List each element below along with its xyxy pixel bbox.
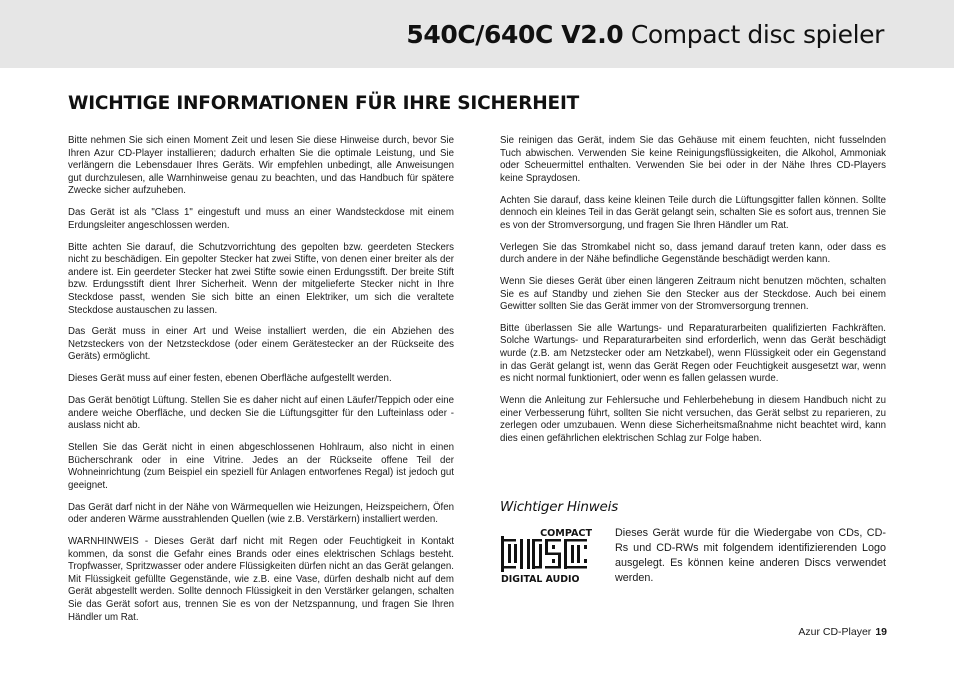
paragraph: Bitte überlassen Sie alle Wartungs- und Reparaturarbeiten qualifizierten Fachkräften. Solche Wartungs- und Reparaturarbeiten sind erforderlich, wenn das Gerät beschädigt wurde (z.B. am Netzstecker oder am Netzkabel), wenn Flüssigkeit oder ein Gegenstand in das Gerät gelangt ist, wenn das Gerät Regen oder Feuchtigkeit ausgesetzt war, wenn es nicht normal funktioniert, oder wenn es fallen gelassen wurde. [500, 322, 886, 385]
paragraph: Sie reinigen das Gerät, indem Sie das Gehäuse mit einem feuchten, nicht fusselnden Tuch abwischen. Verwenden Sie keine Reinigungsflüssigkeiten, die Alkohol, Ammoniak oder Scheuermittel enthalten. Verwenden Sie bei oder in der Nähe Ihres CD-Players keine Spraydosen. [500, 135, 886, 184]
paragraph: Das Gerät darf nicht in der Nähe von Wärmequellen wie Heizungen, Heizspeichern, Öfen oder anderen Wärme ausstrahlenden Quellen (wie z.B. Verstärkern) installiert werden. [68, 501, 454, 526]
paragraph: Dieses Gerät muss auf einer festen, ebenen Oberfläche aufgestellt werden. [68, 373, 392, 385]
paragraph: Wenn Sie dieses Gerät über einen längeren Zeitraum nicht benutzen möchten, schalten Sie es auf Standby und ziehen Sie den Stecker aus der Steckdose. Auch bei einem Gewitter sollten Sie das Gerät immer von der Stromversorgung trennen. [500, 275, 886, 313]
logo-top-text: COMPACT [540, 528, 592, 539]
page-footer [798, 625, 887, 639]
left-column [68, 135, 454, 633]
section-heading: WICHTIGE INFORMATIONEN FÜR IHRE SICHERHEIT [68, 93, 580, 114]
hinweis-text: Dieses Gerät wurde für die Wiedergabe von CDs, CD-Rs und CD-RWs mit folgendem identifizierenden Logo ausgelegt. Es können keine anderen Discs verwendet werden. [615, 527, 886, 584]
hinweis-heading: Wichtiger Hinweis [500, 499, 619, 515]
compact-disc-digital-audio-logo-icon [500, 527, 592, 585]
paragraph: Achten Sie darauf, dass keine kleinen Teile durch die Lüftungsgitter fallen können. Sollte dennoch ein kleines Teil in das Gerät gelangt sein, schalten Sie es sofort aus, trennen Sie es von der Stromversorgung, und fragen Sie Ihren Händler um Rat. [500, 194, 886, 231]
page-title-subtitle: Compact disc spieler [630, 20, 884, 49]
paragraph: WARNHINWEIS - Dieses Gerät darf nicht mit Regen oder Feuchtigkeit in Kontakt kommen, da sonst die Gefahr eines Brands oder eines elektrischen Schlags besteht. Tropfwasser, Spritzwasser oder andere Flüssigkeiten dürfen nicht an das Gerät gelangen. Mit Flüssigkeit gefüllte Gegenstände, wie z.B. eine Vase, dürfen deshalb nicht auf dem Gerät abgestellt werden. Sollte dennoch Flüssigkeit in den Verstärker gelangen, schalten Sie das Gerät sofort aus, trennen Sie es von der Netzspannung, und fragen Sie Ihren Händler um Rat. [68, 535, 454, 623]
paragraph: Bitte achten Sie darauf, die Schutzvorrichtung des gepolten bzw. geerdeten Steckers nicht zu beschädigen. Ein gepolter Stecker hat zwei Stifte, von denen einer breiter als der andere ist. Ein geerdeter Stecker hat zwei Stifte sowie einen Erdungsstift. Der breite Stift bzw. Erdungsstift dient Ihrer Sicherheit. Wenn der mitgelieferte Stecker nicht in Ihre Steckdose passt, wenden Sie sich bitte an einen Elektriker, um sich die veraltete Steckdose austauschen zu lassen. [68, 241, 454, 316]
paragraph: Das Gerät muss in einer Art und Weise installiert werden, die ein Abziehen des Netzsteckers von der Netzsteckdose (oder einem Gerätestecker an der Rückseite des Geräts) ermöglicht. [68, 326, 454, 363]
paragraph: Verlegen Sie das Stromkabel nicht so, dass jemand darauf treten kann, oder dass es durch andere in der Nähe befindliche Gegenstände beschädigt werden kann. [500, 241, 886, 266]
header-band [0, 0, 954, 68]
footer-label: Azur CD-Player [798, 626, 872, 638]
paragraph: Das Gerät benötigt Lüftung. Stellen Sie es daher nicht auf einen Läufer/Teppich oder eine andere weiche Oberfläche, und decken Sie die Lüftungsgitter für den Lufteinlass oder -auslass nicht ab. [68, 395, 454, 432]
logo-bottom-text: DIGITAL AUDIO [501, 574, 580, 585]
paragraph: Das Gerät ist als "Class 1" eingestuft und muss an einer Wandsteckdose mit einem Erdungsleiter angeschlossen werden. [68, 207, 454, 231]
page-number: 19 [875, 626, 887, 638]
paragraph: Bitte nehmen Sie sich einen Moment Zeit und lesen Sie diese Hinweise durch, bevor Sie Ihren Azur CD-Player installieren; dadurch erhalten Sie die optimale Leistung, und Sie verlängern die Lebensdauer Ihres Geräts. Wir empfehlen unbedingt, alle Anweisungen gut durchzulesen, alle Warnhinweise genau zu beachten, und das Handbuch für spätere Zwecke sicher aufzuheben. [68, 135, 454, 197]
paragraph: Wenn die Anleitung zur Fehlersuche und Fehlerbehebung in diesem Handbuch nicht zu einer Verbesserung führt, sollten Sie nicht versuchen, das Gerät selbst zu reparieren, zu zerlegen oder umzubauen. Wenn diese Sicherheitsmaßnahme nicht beachtet wird, kann dies einen gefährlichen elektrischen Schlag zur Folge haben. [500, 395, 886, 444]
right-column [500, 135, 886, 455]
paragraph: Stellen Sie das Gerät nicht in einen abgeschlossenen Hohlraum, also nicht in einen Bücherschrank oder in eine Vitrine. Jedes an der Rückseite offene Teil der Wohneinrichtung (zum Beispiel ein speziell für Anlagen entworfenes Regal) ist jedoch gut geeignet. [68, 442, 454, 491]
page-title [406, 20, 884, 50]
page-title-model: 540C/640C V2.0 [406, 20, 624, 49]
